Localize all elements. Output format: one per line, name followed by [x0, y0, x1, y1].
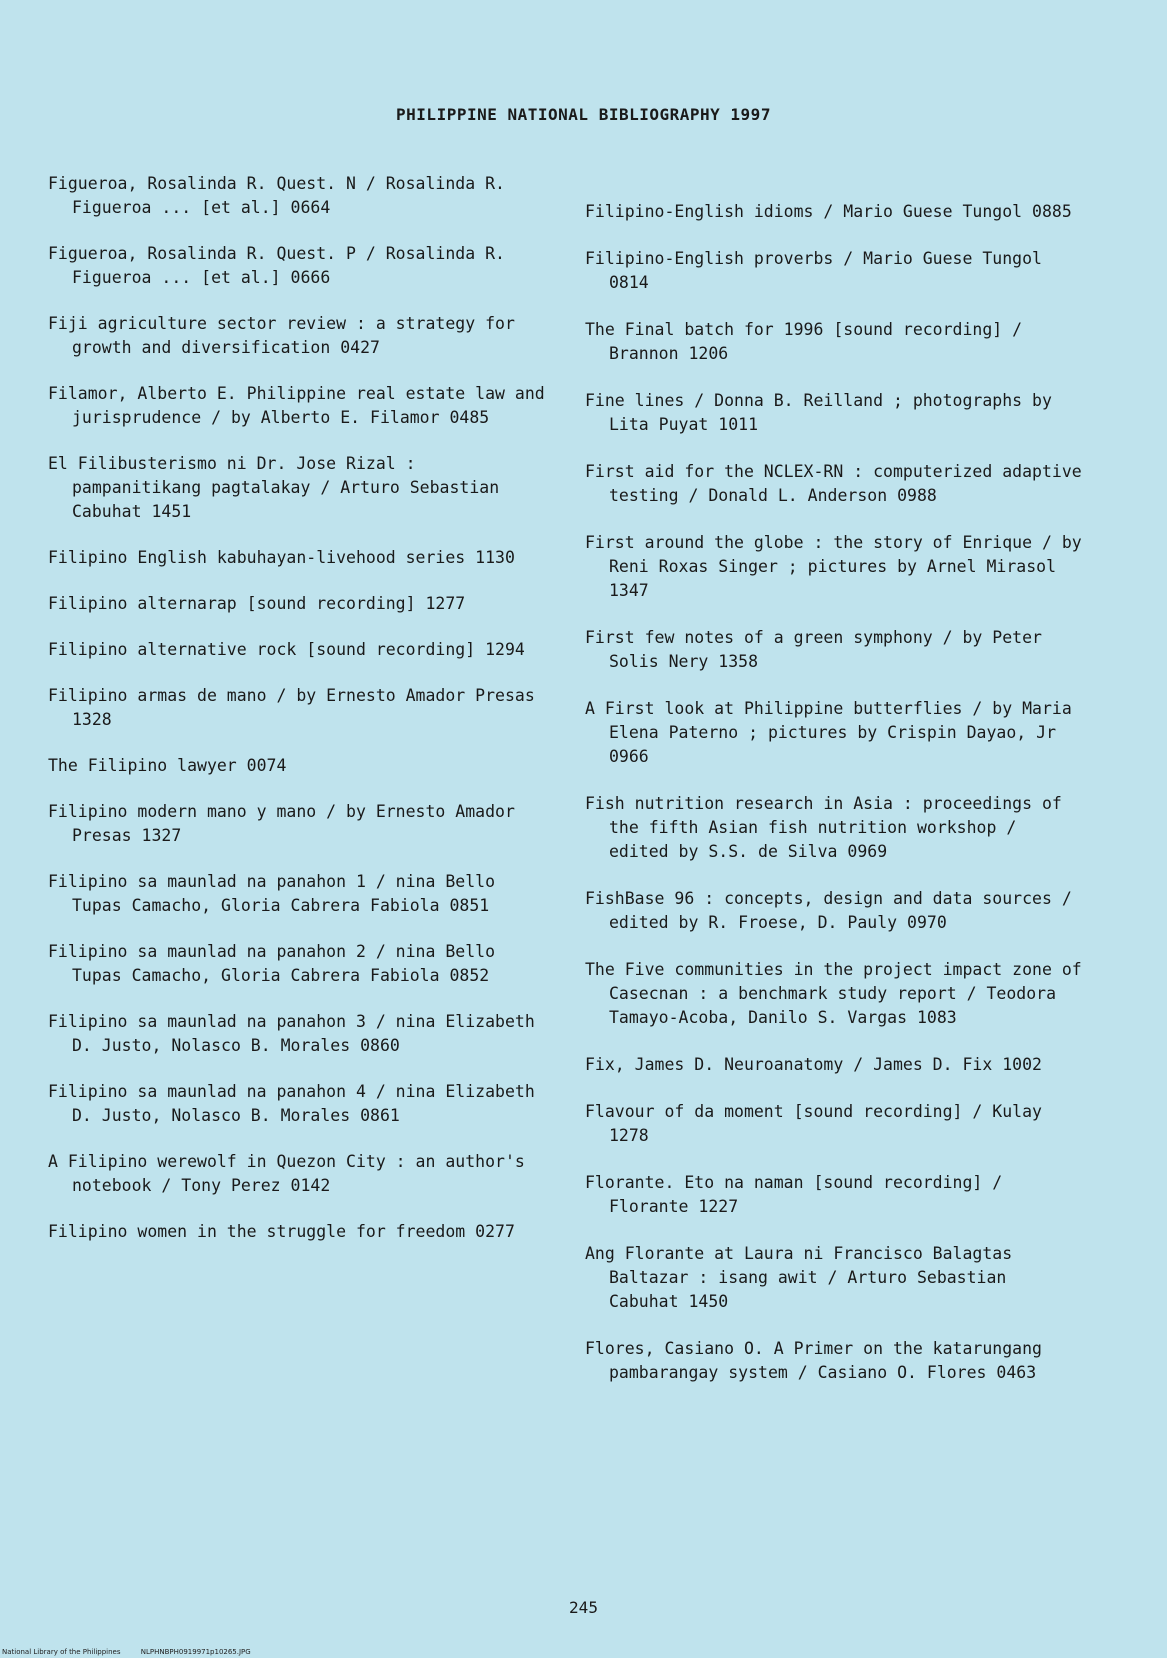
- list-item: FishBase 96 : concepts, design and data sources / edited by R. Froese, D. Pauly 0970: [585, 889, 1072, 932]
- list-item: Ang Florante at Laura ni Francisco Balagtas Baltazar : isang awit / Arturo Sebastian Cabuhat 1450: [585, 1244, 1013, 1311]
- list-item: A Filipino werewolf in Quezon City : an author's notebook / Tony Perez 0142: [48, 1152, 525, 1195]
- right-column: [585, 200, 1085, 1408]
- list-item: Flavour of da moment [sound recording] / Kulay 1278: [585, 1102, 1042, 1145]
- list-item: The Filipino lawyer 0074: [48, 756, 287, 775]
- list-item: Fiji agriculture sector review : a strategy for growth and diversification 0427: [48, 314, 515, 357]
- list-item: Filipino sa maunlad na panahon 4 / nina Elizabeth D. Justo, Nolasco B. Morales 0861: [48, 1082, 535, 1125]
- list-item: The Five communities in the project impact zone of Casecnan : a benchmark study report / Teodora Tamayo-Acoba, Danilo S. Vargas 1083: [585, 960, 1082, 1027]
- page-number: 245: [569, 1598, 598, 1617]
- list-item: First few notes of a green symphony / by Peter Solis Nery 1358: [585, 628, 1042, 671]
- list-item: Filipino sa maunlad na panahon 2 / nina Bello Tupas Camacho, Gloria Cabrera Fabiola 0852: [48, 942, 496, 985]
- list-item: Filipino alternarap [sound recording] 1277: [48, 594, 466, 613]
- list-item: The Final batch for 1996 [sound recording] / Brannon 1206: [585, 320, 1023, 363]
- list-item: Filipino women in the struggle for freedom 0277: [48, 1222, 515, 1241]
- list-item: El Filibusterismo ni Dr. Jose Rizal : pampanitikang pagtalakay / Arturo Sebastian Cabuhat 1451: [48, 454, 500, 521]
- list-item: Filipino alternative rock [sound recording] 1294: [48, 640, 525, 659]
- page-title: PHILIPPINE NATIONAL BIBLIOGRAPHY 1997: [396, 105, 771, 124]
- list-item: Filipino armas de mano / by Ernesto Amador Presas 1328: [48, 686, 535, 729]
- list-item: First around the globe : the story of Enrique / by Reni Roxas Singer ; pictures by Arnel Mirasol 1347: [585, 533, 1082, 600]
- list-item: Filipino sa maunlad na panahon 3 / nina Elizabeth D. Justo, Nolasco B. Morales 0860: [48, 1012, 535, 1055]
- list-item: Fish nutrition research in Asia : proceedings of the fifth Asian fish nutrition workshop / edited by S.S. de Silva 0969: [585, 794, 1062, 861]
- list-item: A First look at Philippine butterflies / by Maria Elena Paterno ; pictures by Crispin Dayao, Jr 0966: [585, 699, 1072, 766]
- scan-footer: [2, 1648, 251, 1656]
- list-item: Fix, James D. Neuroanatomy / James D. Fix 1002: [585, 1055, 1042, 1074]
- list-item: Filipino English kabuhayan-livehood series 1130: [48, 548, 515, 567]
- list-item: Filipino modern mano y mano / by Ernesto Amador Presas 1327: [48, 802, 515, 845]
- list-item: Florante. Eto na naman [sound recording] / Florante 1227: [585, 1173, 1003, 1216]
- list-item: Filipino-English idioms / Mario Guese Tungol 0885: [585, 202, 1072, 221]
- footer-file: NLPHNBPH0919971p10265.JPG: [140, 1648, 251, 1656]
- list-item: Filamor, Alberto E. Philippine real estate law and jurisprudence / by Alberto E. Filamor 0485: [48, 384, 545, 427]
- list-item: Figueroa, Rosalinda R. Quest. N / Rosalinda R. Figueroa ... [et al.] 0664: [48, 174, 505, 217]
- footer-library: National Library of the Philippines: [2, 1648, 121, 1656]
- list-item: Filipino-English proverbs / Mario Guese Tungol 0814: [585, 249, 1042, 292]
- left-column: [48, 172, 548, 1266]
- list-item: Fine lines / Donna B. Reilland ; photographs by Lita Puyat 1011: [585, 391, 1052, 434]
- list-item: Flores, Casiano O. A Primer on the katarungang pambarangay system / Casiano O. Flores 0463: [585, 1339, 1042, 1382]
- list-item: Filipino sa maunlad na panahon 1 / nina Bello Tupas Camacho, Gloria Cabrera Fabiola 0851: [48, 872, 496, 915]
- list-item: Figueroa, Rosalinda R. Quest. P / Rosalinda R. Figueroa ... [et al.] 0666: [48, 244, 505, 287]
- list-item: First aid for the NCLEX-RN : computerized adaptive testing / Donald L. Anderson 0988: [585, 462, 1082, 505]
